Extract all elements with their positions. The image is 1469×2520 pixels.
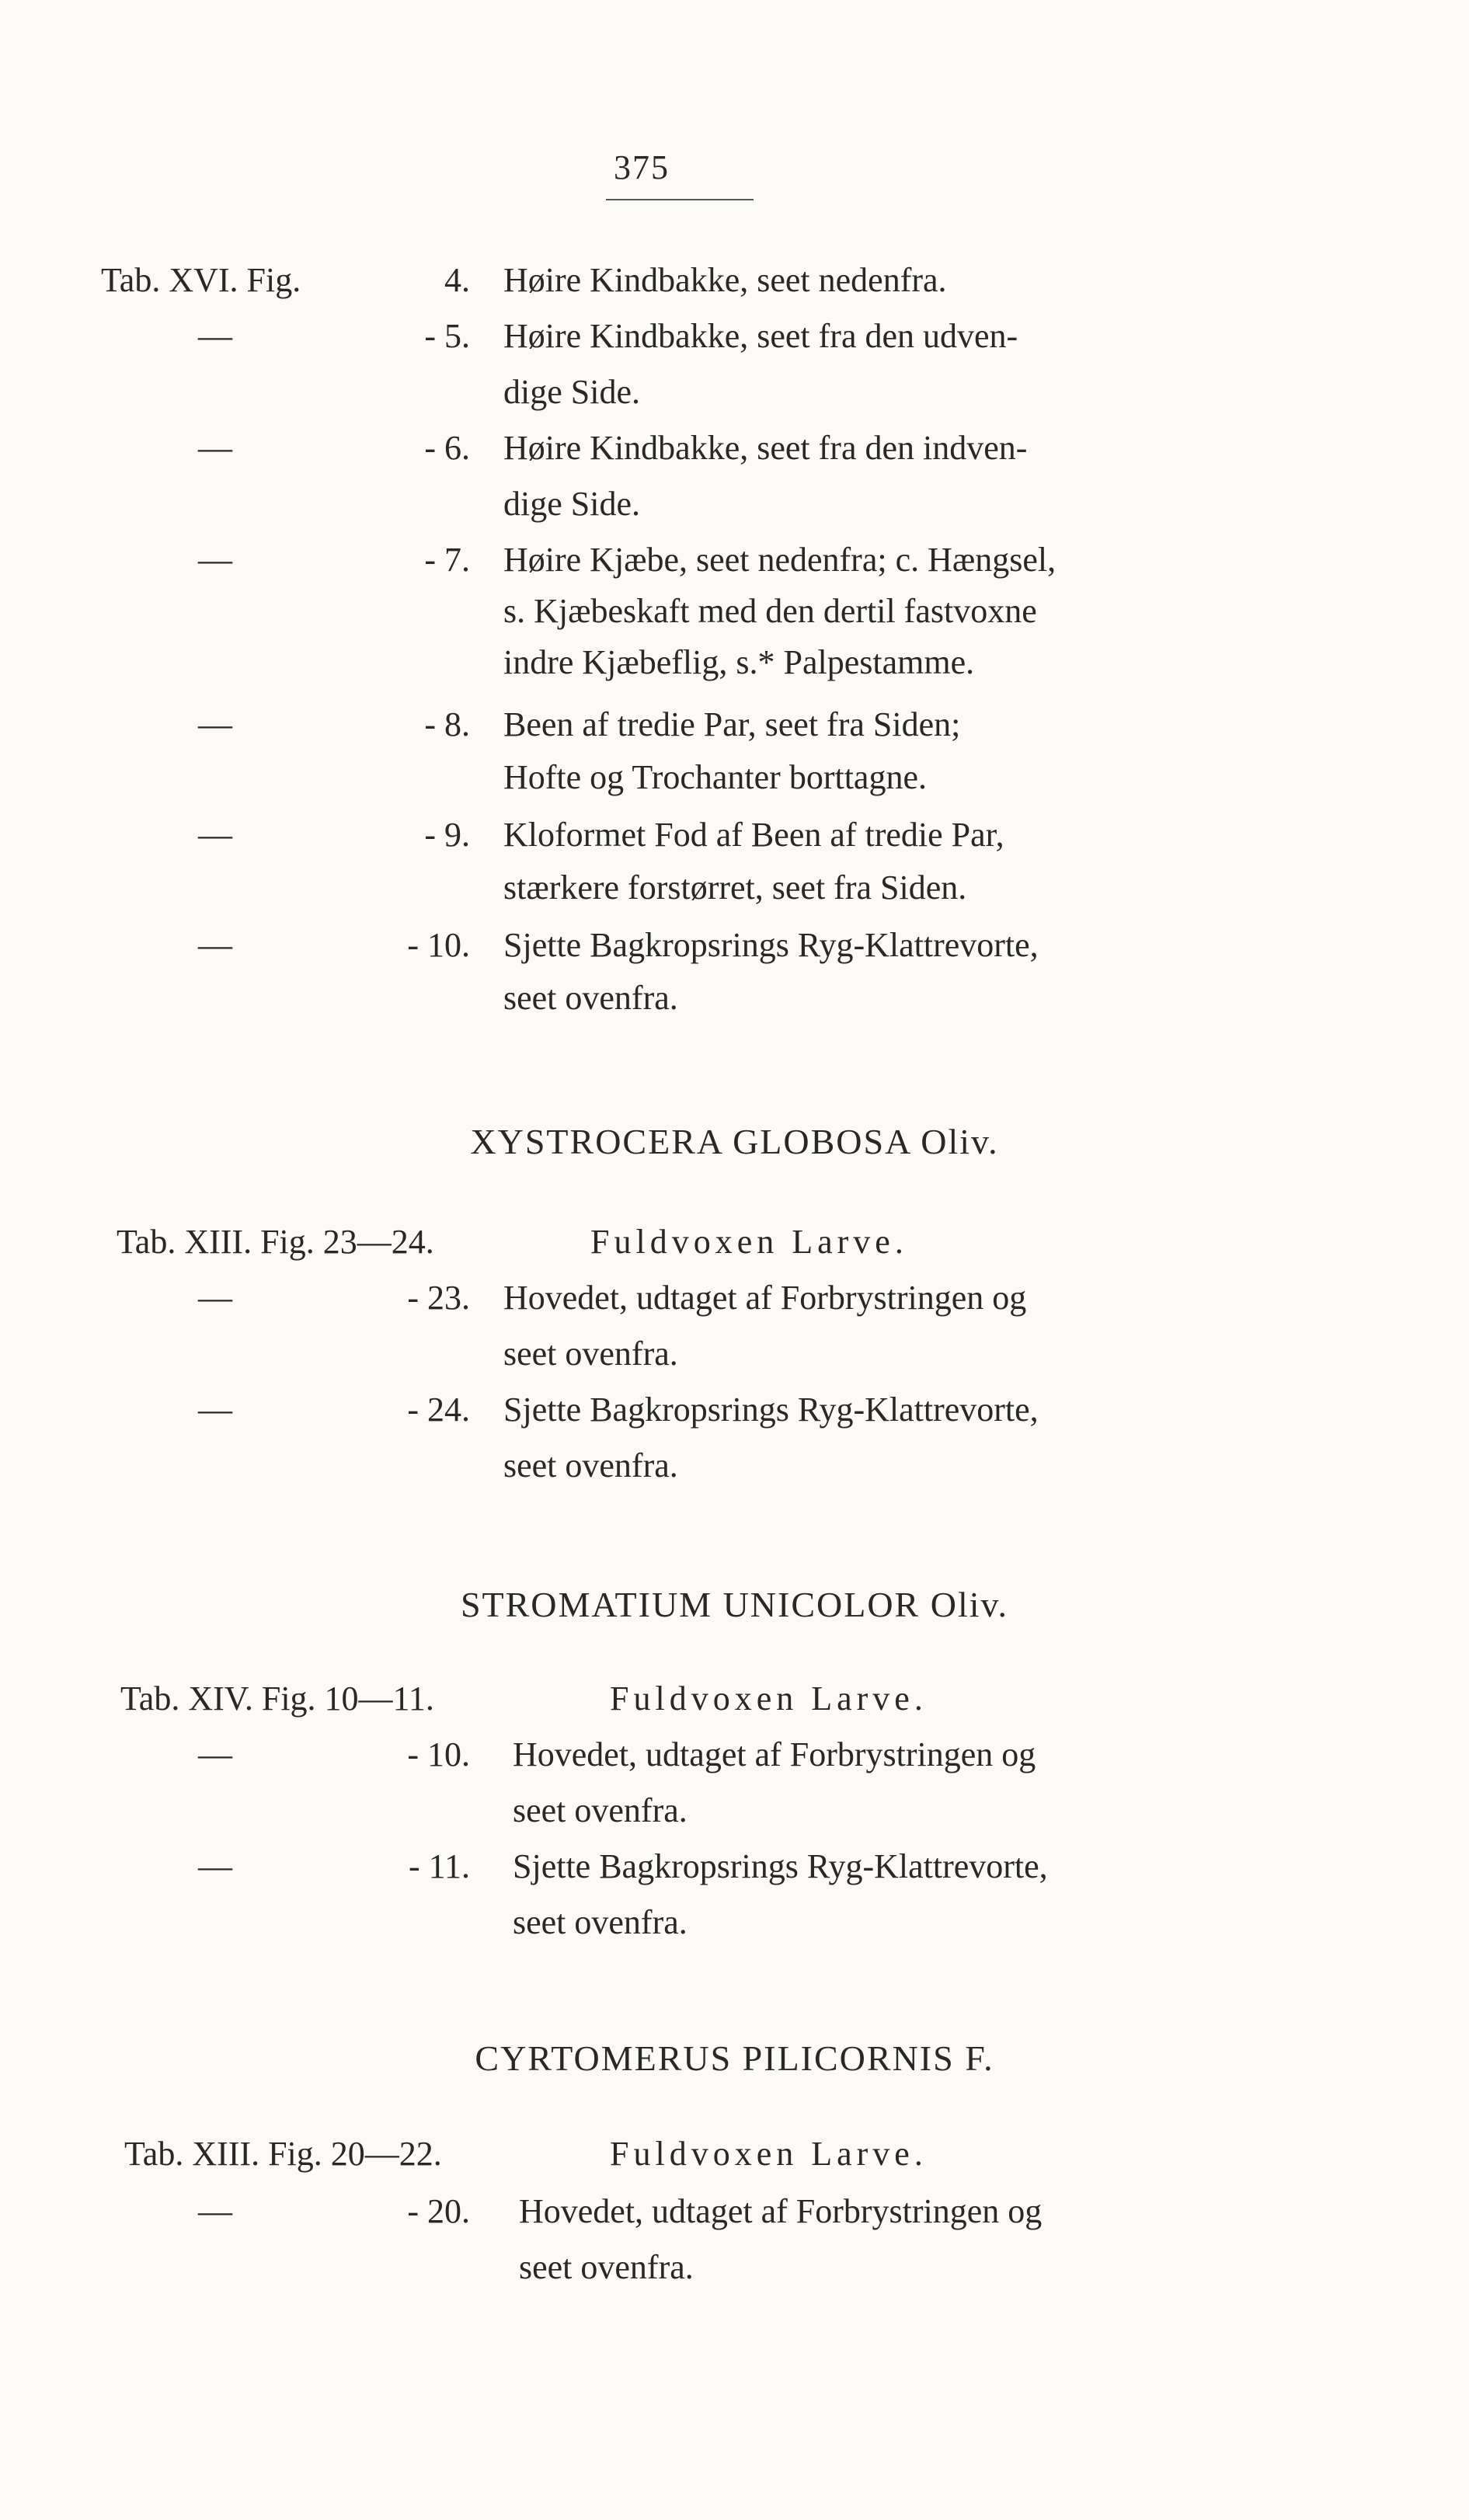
entry-text: Hovedet, udtaget af Forbrystringen og <box>503 1279 1027 1317</box>
entry-text: seet ovenfra. <box>519 2248 694 2286</box>
ditto-dash: — <box>198 317 232 355</box>
ditto-dash: — <box>198 1391 232 1429</box>
ditto-dash: — <box>198 1735 232 1773</box>
tab-description: Fuldvoxen Larve. <box>590 1223 908 1261</box>
entry-text: Høire Kindbakke, seet nedenfra. <box>503 261 947 299</box>
tab-description: Fuldvoxen Larve. <box>610 1679 928 1718</box>
entry-text: seet ovenfra. <box>503 1335 678 1373</box>
entry-text: Been af tredie Par, seet fra Siden; <box>503 705 961 743</box>
tab-label: Tab. XIII. Fig. 23—24. <box>117 1223 434 1261</box>
fig-number: - 23. <box>407 1279 470 1317</box>
ditto-dash: — <box>198 1847 232 1885</box>
ditto-dash: — <box>198 705 232 743</box>
entry-text: Hofte og Trochanter borttagne. <box>503 758 927 796</box>
species-heading: XYSTROCERA GLOBOSA Oliv. <box>470 1122 999 1161</box>
fig-number: - 20. <box>407 2192 470 2230</box>
entry-text: Hovedet, udtaget af Forbrystringen og <box>519 2192 1043 2230</box>
tab-label: Tab. XIV. Fig. 10—11. <box>120 1679 434 1718</box>
page-number: 375 <box>614 148 670 186</box>
fig-number: - 11. <box>408 1847 470 1885</box>
ditto-dash: — <box>198 926 232 964</box>
entry-text: Hovedet, udtaget af Forbrystringen og <box>513 1735 1036 1773</box>
entry-text: dige Side. <box>503 485 640 523</box>
fig-number: - 10. <box>407 1735 470 1773</box>
entry-text: seet ovenfra. <box>513 1791 688 1829</box>
ditto-dash: — <box>198 2192 232 2230</box>
species-heading: STROMATIUM UNICOLOR Oliv. <box>460 1585 1009 1624</box>
entry-text: seet ovenfra. <box>503 979 678 1017</box>
ditto-dash: — <box>198 1279 232 1317</box>
entry-text: Høire Kindbakke, seet fra den udven- <box>503 317 1018 355</box>
fig-number: - 5. <box>424 317 470 355</box>
entry-text: Sjette Bagkropsrings Ryg-Klattrevorte, <box>503 926 1039 964</box>
fig-number: - 10. <box>407 926 470 964</box>
fig-number: - 9. <box>424 816 470 854</box>
page-number-rule <box>606 199 754 200</box>
ditto-dash: — <box>198 816 232 854</box>
entry-text: s. Kjæbeskaft med den dertil fastvoxne <box>503 592 1037 630</box>
entry-text: Sjette Bagkropsrings Ryg-Klattrevorte, <box>513 1847 1048 1885</box>
entry-text: dige Side. <box>503 373 640 411</box>
tab-label: Tab. XVI. Fig. <box>101 261 301 299</box>
tab-description: Fuldvoxen Larve. <box>610 2135 928 2173</box>
entry-text: indre Kjæbeflig, s.* Palpestamme. <box>503 643 975 681</box>
entry-text: Sjette Bagkropsrings Ryg-Klattrevorte, <box>503 1391 1039 1429</box>
fig-number: 4. <box>444 261 470 299</box>
fig-number: - 7. <box>424 541 470 579</box>
ditto-dash: — <box>198 541 232 579</box>
ditto-dash: — <box>198 429 232 467</box>
fig-number: - 24. <box>407 1391 470 1429</box>
entry-text: Høire Kindbakke, seet fra den indven- <box>503 429 1028 467</box>
fig-number: - 6. <box>424 429 470 467</box>
entry-text: Kloformet Fod af Been af tredie Par, <box>503 816 1004 854</box>
entry-text: seet ovenfra. <box>503 1446 678 1485</box>
entry-text: seet ovenfra. <box>513 1903 688 1941</box>
entry-text: stærkere forstørret, seet fra Siden. <box>503 868 967 907</box>
tab-label: Tab. XIII. Fig. 20—22. <box>124 2135 442 2173</box>
entry-text: Høire Kjæbe, seet nedenfra; c. Hængsel, <box>503 541 1056 579</box>
species-heading: CYRTOMERUS PILICORNIS F. <box>475 2038 994 2078</box>
fig-number: - 8. <box>424 705 470 743</box>
